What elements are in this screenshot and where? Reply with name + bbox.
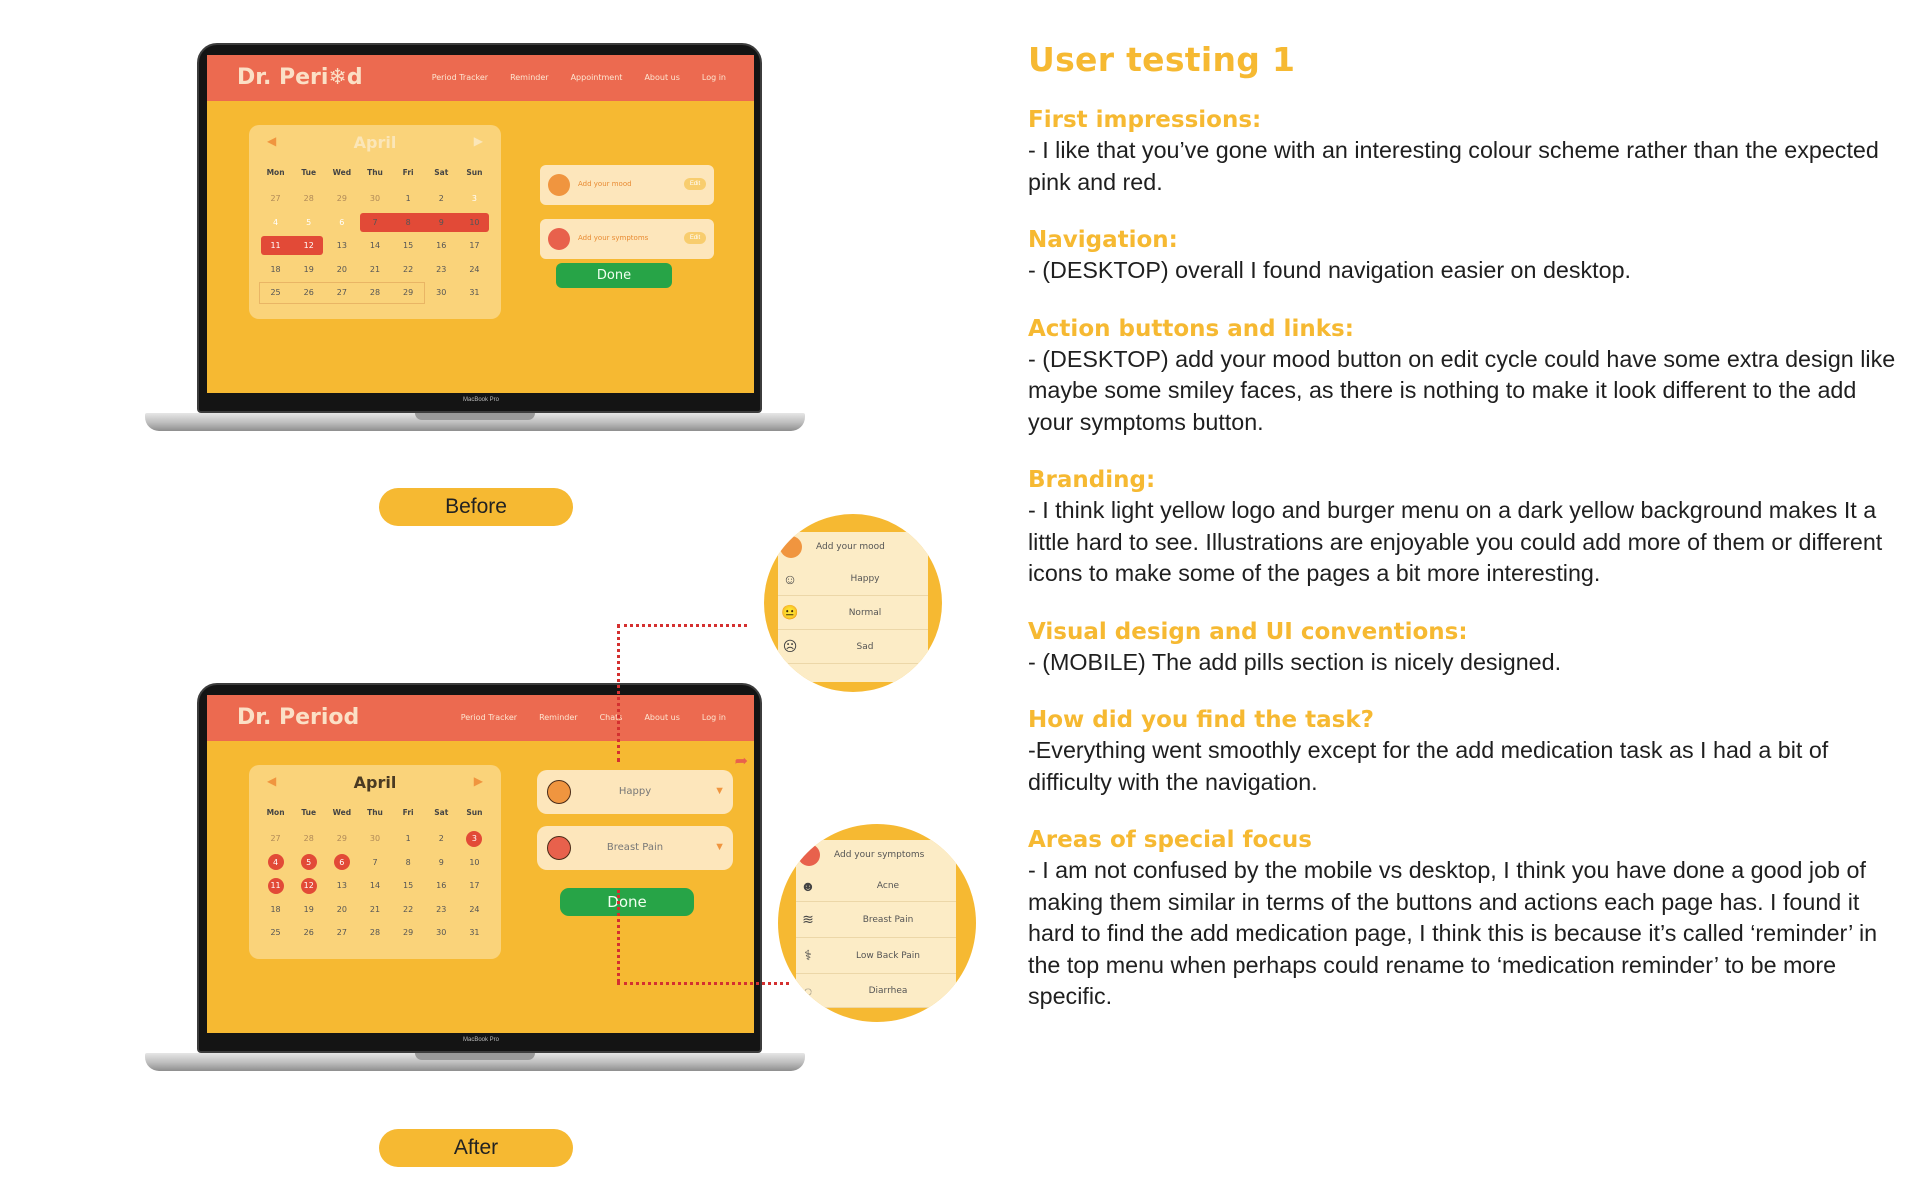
symptom-option-low-back-pain[interactable] xyxy=(796,938,956,974)
calendar-day[interactable] xyxy=(325,898,358,922)
laptop-base xyxy=(145,1053,805,1071)
calendar-day[interactable] xyxy=(425,281,458,305)
calendar-day-number: 27 xyxy=(270,834,281,844)
calendar-day-number: 13 xyxy=(336,241,347,251)
calendar-day[interactable] xyxy=(325,234,358,258)
calendar-day[interactable] xyxy=(458,187,491,211)
calendar-day[interactable] xyxy=(458,234,491,258)
calendar-day-number: 23 xyxy=(436,904,447,914)
nav-about-us[interactable]: About us xyxy=(644,73,680,82)
calendar-day-number: 28 xyxy=(369,928,381,938)
calendar-day-number: 16 xyxy=(436,241,447,251)
symptom-zoom-circle xyxy=(778,824,976,1022)
symptom-option-label: Diarrhea xyxy=(868,985,908,996)
symptom-option-label: Low Back Pain xyxy=(855,950,921,961)
calendar-day[interactable] xyxy=(425,187,458,211)
section-body: - I like that you’ve gone with an interesting colour scheme rather than the expected pink and red. xyxy=(1028,137,1879,195)
calendar-day[interactable] xyxy=(259,851,292,875)
calendar-day-number: 10 xyxy=(469,857,480,867)
calendar-day-number: 6 xyxy=(334,854,350,870)
calendar-day-number: 12 xyxy=(303,241,314,251)
calendar-day-number: 19 xyxy=(303,264,314,274)
calendar-day-number: 28 xyxy=(369,288,381,298)
symptom-option-diarrhea[interactable] xyxy=(796,974,956,1008)
calendar-day[interactable] xyxy=(292,874,325,898)
calendar-day[interactable] xyxy=(458,898,491,922)
breast-pain-icon: ≋ xyxy=(802,911,814,927)
share-arrow-icon[interactable]: ➦ xyxy=(734,753,748,770)
weekday-label: Sat xyxy=(434,168,449,177)
calendar-day-number: 20 xyxy=(336,264,347,274)
calendar-day[interactable] xyxy=(292,258,325,282)
top-nav xyxy=(461,713,726,722)
calendar-day[interactable] xyxy=(358,234,391,258)
calendar-day-number: 27 xyxy=(336,288,347,298)
calendar-day[interactable] xyxy=(425,851,458,875)
calendar-day[interactable] xyxy=(259,874,292,898)
symptom-dot-icon xyxy=(798,844,820,866)
weekday-row xyxy=(259,808,491,817)
add-mood-label: Add your mood xyxy=(578,180,632,188)
symptom-dropdown-value: Breast Pain xyxy=(606,842,664,853)
calendar-day[interactable] xyxy=(259,211,292,235)
calendar-day-number: 8 xyxy=(405,857,411,867)
section-body: - I think light yellow logo and burger menu on a dark yellow background makes It a little hard to see. Illustrations are enjoyable you could add more of them or different icons to make some of the pages a bit more interesting. xyxy=(1028,497,1883,586)
calendar-day-number: 5 xyxy=(301,854,317,870)
nav-reminder[interactable]: Reminder xyxy=(539,713,578,722)
mood-option-label: Happy xyxy=(850,573,880,584)
calendar-day-number: 26 xyxy=(303,288,314,298)
connector-line xyxy=(617,624,620,762)
prev-month-icon[interactable]: ◀ xyxy=(267,774,277,788)
calendar-day[interactable] xyxy=(325,258,358,282)
calendar-day[interactable] xyxy=(358,921,391,945)
edit-symptoms-button[interactable]: Edit xyxy=(684,232,706,244)
connector-line xyxy=(617,982,789,985)
calendar-day-number: 28 xyxy=(303,194,314,204)
section-body: - (MOBILE) The add pills section is nicely designed. xyxy=(1028,648,1562,675)
calendar-day-number: 29 xyxy=(403,288,414,298)
calendar-day[interactable] xyxy=(425,874,458,898)
calendar-day-number: 12 xyxy=(301,878,317,894)
section-action-buttons xyxy=(1028,314,1908,439)
calendar-day[interactable] xyxy=(259,827,292,851)
calendar-day-number: 11 xyxy=(268,878,284,894)
testing-notes xyxy=(1028,40,1908,1040)
calendar-day[interactable] xyxy=(425,258,458,282)
calendar-day[interactable] xyxy=(392,827,425,851)
calendar-day-number: 17 xyxy=(469,881,480,891)
weekday-label: Mon xyxy=(266,168,285,177)
weekday-label: Sat xyxy=(434,808,449,817)
calendar-day-number: 25 xyxy=(270,928,281,938)
mood-menu xyxy=(778,532,928,682)
calendar-day[interactable] xyxy=(458,281,491,305)
calendar-day-number: 24 xyxy=(469,904,480,914)
calendar-day[interactable] xyxy=(259,921,292,945)
calendar-day[interactable] xyxy=(392,874,425,898)
calendar-day-number: 29 xyxy=(336,194,347,204)
calendar-day-number: 2 xyxy=(438,834,444,844)
calendar-day[interactable] xyxy=(458,851,491,875)
calendar-day-number: 30 xyxy=(436,288,447,298)
calendar-day[interactable] xyxy=(325,921,358,945)
prev-month-icon[interactable]: ◀ xyxy=(267,134,277,148)
neutral-face-icon: 😐 xyxy=(781,604,799,620)
after-caption: After xyxy=(379,1129,573,1167)
notes-title: User testing 1 xyxy=(1028,40,1296,79)
section-task xyxy=(1028,705,1908,798)
symptoms-dot-icon xyxy=(548,228,570,250)
mood-menu-title: Add your mood xyxy=(816,542,885,552)
weekday-label: Tue xyxy=(301,168,317,177)
section-heading: Branding: xyxy=(1028,467,1156,493)
weekday-label: Thu xyxy=(367,168,383,177)
nav-period-tracker[interactable]: Period Tracker xyxy=(431,73,489,82)
month-title: April xyxy=(353,133,397,152)
done-button[interactable]: Done xyxy=(556,263,672,288)
nav-period-tracker[interactable]: Period Tracker xyxy=(460,713,518,722)
add-mood-button[interactable] xyxy=(540,165,714,205)
laptop-notch xyxy=(415,413,535,420)
calendar-day-number: 31 xyxy=(469,928,480,938)
calendar-day[interactable] xyxy=(392,187,425,211)
section-heading: Visual design and UI conventions: xyxy=(1028,618,1468,645)
section-visual-design xyxy=(1028,617,1908,679)
nav-log-in[interactable]: Log in xyxy=(701,73,726,82)
weekday-label: Mon xyxy=(266,808,285,817)
calendar-day-number: 9 xyxy=(438,217,444,227)
calendar-day-number: 22 xyxy=(403,264,414,274)
calendar-day-number: 1 xyxy=(405,834,411,844)
calendar-day[interactable] xyxy=(392,851,425,875)
section-heading: Navigation: xyxy=(1028,227,1178,253)
symptom-dropdown[interactable] xyxy=(537,826,733,870)
calendar-day-number: 27 xyxy=(270,194,281,204)
symptom-option-acne[interactable] xyxy=(796,870,956,902)
calendar-day[interactable] xyxy=(292,898,325,922)
calendar xyxy=(249,765,501,959)
device-label: MacBook Pro xyxy=(463,397,500,403)
calendar-day-number: 3 xyxy=(471,194,477,204)
device-label: MacBook Pro xyxy=(463,1037,500,1043)
nav-log-in[interactable]: Log in xyxy=(701,713,726,722)
calendar-day-number: 22 xyxy=(403,904,414,914)
mood-dot-icon xyxy=(780,536,802,558)
edit-mood-button[interactable]: Edit xyxy=(684,178,706,190)
calendar-day-number: 1 xyxy=(405,194,411,204)
calendar-day[interactable] xyxy=(325,851,358,875)
section-heading: Areas of special focus xyxy=(1028,827,1312,853)
calendar-day[interactable] xyxy=(292,827,325,851)
calendar xyxy=(249,125,501,319)
nav-chats[interactable]: Chats xyxy=(599,713,623,722)
weekday-label: Sun xyxy=(466,808,483,817)
calendar-day[interactable] xyxy=(458,921,491,945)
symptom-menu-title: Add your symptoms xyxy=(834,850,925,860)
section-body: - (DESKTOP) overall I found navigation easier on desktop. xyxy=(1028,257,1632,283)
weekday-row xyxy=(259,168,491,177)
month-title: April xyxy=(353,773,397,792)
section-special-focus xyxy=(1028,825,1908,1013)
calendar-day[interactable] xyxy=(425,898,458,922)
calendar-day[interactable] xyxy=(292,851,325,875)
next-month-icon[interactable]: ▶ xyxy=(473,134,483,148)
calendar-day-number: 29 xyxy=(403,928,414,938)
calendar-day[interactable] xyxy=(392,234,425,258)
section-body: - I am not confused by the mobile vs desktop, I think you have done a good job of making them similar in terms of the buttons and actions each page has. I found it hard to find the add medication page, I think this is because it’s called ‘reminder’ in the top menu when perhaps could rename to ‘medication reminder’ to be more specific. xyxy=(1028,857,1878,1009)
weekday-label: Fri xyxy=(402,808,414,817)
calendar-day[interactable] xyxy=(292,211,325,235)
calendar-day[interactable] xyxy=(259,258,292,282)
calendar-day-number: 27 xyxy=(336,928,347,938)
diarrhea-icon: ◌ xyxy=(803,982,813,999)
calendar-day-number: 15 xyxy=(403,241,414,251)
mood-dropdown-value: Happy xyxy=(618,786,652,797)
nav-reminder[interactable]: Reminder xyxy=(510,73,549,82)
calendar-day-number: 13 xyxy=(336,881,347,891)
calendar-day-number: 28 xyxy=(303,834,314,844)
symptom-menu-header xyxy=(796,840,956,870)
calendar-day-number: 17 xyxy=(469,241,480,251)
calendar-day-number: 21 xyxy=(369,904,381,914)
calendar-day-number: 20 xyxy=(336,904,347,914)
laptop-lid xyxy=(197,683,762,1053)
calendar-header xyxy=(249,771,501,795)
calendar-day[interactable] xyxy=(358,258,391,282)
calendar-day[interactable] xyxy=(292,921,325,945)
calendar-day-number: 18 xyxy=(270,264,281,274)
section-heading: First impressions: xyxy=(1028,107,1262,133)
calendar-day-number: 24 xyxy=(469,264,480,274)
section-heading: How did you find the task? xyxy=(1028,707,1375,733)
calendar-day[interactable] xyxy=(458,258,491,282)
calendar-day[interactable] xyxy=(392,921,425,945)
calendar-day-number: 16 xyxy=(436,881,447,891)
section-body: - (DESKTOP) add your mood button on edit cycle could have some extra design like maybe some smiley faces, as there is nothing to make it look different to the add your symptoms button. xyxy=(1028,345,1896,435)
weekday-label: Sun xyxy=(466,168,483,177)
weekday-label: Wed xyxy=(332,168,352,177)
calendar-day[interactable] xyxy=(458,874,491,898)
calendar-day-number: 11 xyxy=(270,241,281,251)
calendar-day-number: 7 xyxy=(372,217,378,227)
connector-line xyxy=(617,624,747,627)
happy-face-icon: ☺ xyxy=(782,570,798,587)
calendar-day[interactable] xyxy=(325,874,358,898)
calendar-day-number: 10 xyxy=(469,217,480,227)
before-caption: Before xyxy=(379,488,573,526)
calendar-day[interactable] xyxy=(458,827,491,851)
calendar-day[interactable] xyxy=(425,234,458,258)
section-navigation xyxy=(1028,225,1908,287)
symptom-menu xyxy=(796,840,956,1008)
mood-option-sad[interactable] xyxy=(778,630,928,664)
app-header xyxy=(207,695,754,741)
weekday-label: Thu xyxy=(367,808,383,817)
laptop-lid xyxy=(197,43,762,413)
mood-option-happy[interactable] xyxy=(778,562,928,596)
calendar-day[interactable] xyxy=(358,898,391,922)
mood-menu-header xyxy=(778,532,928,562)
weekday-label: Fri xyxy=(402,168,414,177)
mood-option-label: Sad xyxy=(856,641,874,652)
calendar-header xyxy=(249,131,501,155)
calendar-day-number: 4 xyxy=(268,854,284,870)
calendar-day-number: 3 xyxy=(466,831,482,847)
next-month-icon[interactable]: ▶ xyxy=(473,774,483,788)
symptom-option-label: Acne xyxy=(876,880,900,891)
calendar-day-number: 18 xyxy=(270,904,281,914)
calendar-day[interactable] xyxy=(325,211,358,235)
calendar-day-number: 25 xyxy=(270,288,281,298)
symptom-option-breast-pain[interactable] xyxy=(796,902,956,938)
calendar-day-number: 23 xyxy=(436,264,447,274)
calendar-day[interactable] xyxy=(425,827,458,851)
app-header xyxy=(207,55,754,101)
laptop-base xyxy=(145,413,805,431)
calendar-day-number: 26 xyxy=(303,928,314,938)
back-pain-icon: ⚕ xyxy=(804,947,812,963)
mood-option-normal[interactable] xyxy=(778,596,928,630)
calendar-day-number: 30 xyxy=(436,928,447,938)
day-grid xyxy=(259,827,491,945)
calendar-day[interactable] xyxy=(325,827,358,851)
section-branding xyxy=(1028,465,1908,590)
calendar-day[interactable] xyxy=(358,874,391,898)
mood-zoom-circle xyxy=(764,514,942,692)
calendar-day-number: 31 xyxy=(469,288,480,298)
calendar-day-number: 21 xyxy=(369,264,381,274)
calendar-day[interactable] xyxy=(358,827,391,851)
acne-face-icon: ☻ xyxy=(800,877,816,894)
add-symptoms-button[interactable] xyxy=(540,219,714,259)
chevron-down-icon: ▼ xyxy=(714,785,725,797)
app-logo[interactable]: Dr. Peri❄d xyxy=(237,65,363,90)
app-logo[interactable]: Dr. Period xyxy=(237,705,360,730)
mood-dropdown[interactable] xyxy=(537,770,733,814)
weekday-label: Wed xyxy=(332,808,352,817)
calendar-day[interactable] xyxy=(259,898,292,922)
weekday-label: Tue xyxy=(301,808,317,817)
calendar-day-number: 9 xyxy=(438,857,444,867)
calendar-day[interactable] xyxy=(392,898,425,922)
calendar-day-number: 14 xyxy=(369,881,381,891)
mood-dot-icon xyxy=(548,174,570,196)
calendar-day[interactable] xyxy=(325,187,358,211)
calendar-day-number: 19 xyxy=(303,904,314,914)
calendar-day-number: 5 xyxy=(306,217,312,227)
add-symptoms-label: Add your symptoms xyxy=(578,234,649,242)
calendar-day-number: 4 xyxy=(273,217,279,227)
calendar-day-number: 7 xyxy=(372,857,378,867)
chevron-down-icon: ▼ xyxy=(714,841,725,853)
symptom-option-label: Breast Pain xyxy=(862,914,914,925)
calendar-day-number: 6 xyxy=(339,217,345,227)
calendar-day-number: 30 xyxy=(369,194,381,204)
section-heading: Action buttons and links: xyxy=(1028,315,1354,342)
done-button[interactable]: Done xyxy=(560,888,694,916)
calendar-day[interactable] xyxy=(358,187,391,211)
calendar-day-number: 29 xyxy=(336,834,347,844)
calendar-day[interactable] xyxy=(259,187,292,211)
calendar-day[interactable] xyxy=(292,187,325,211)
section-body: -Everything went smoothly except for the add medication task as I had a bit of difficulty with the navigation. xyxy=(1028,737,1829,795)
section-first-impressions xyxy=(1028,105,1908,198)
calendar-day-number: 30 xyxy=(369,834,381,844)
sad-face-icon: ☹ xyxy=(782,638,798,654)
calendar-day[interactable] xyxy=(425,921,458,945)
connector-line xyxy=(617,890,620,982)
before-screen xyxy=(207,55,754,393)
calendar-day-number: 15 xyxy=(403,881,414,891)
calendar-day-number: 8 xyxy=(405,217,411,227)
top-nav xyxy=(432,73,726,82)
calendar-day-number: 2 xyxy=(438,194,444,204)
day-grid xyxy=(259,187,491,305)
mood-option-label: Normal xyxy=(848,607,882,618)
calendar-day[interactable] xyxy=(392,258,425,282)
laptop-notch xyxy=(415,1053,535,1060)
calendar-day-number: 14 xyxy=(369,241,381,251)
nav-about-us[interactable]: About us xyxy=(644,713,680,722)
nav-appointment[interactable]: Appointment xyxy=(570,73,623,82)
calendar-day[interactable] xyxy=(358,851,391,875)
